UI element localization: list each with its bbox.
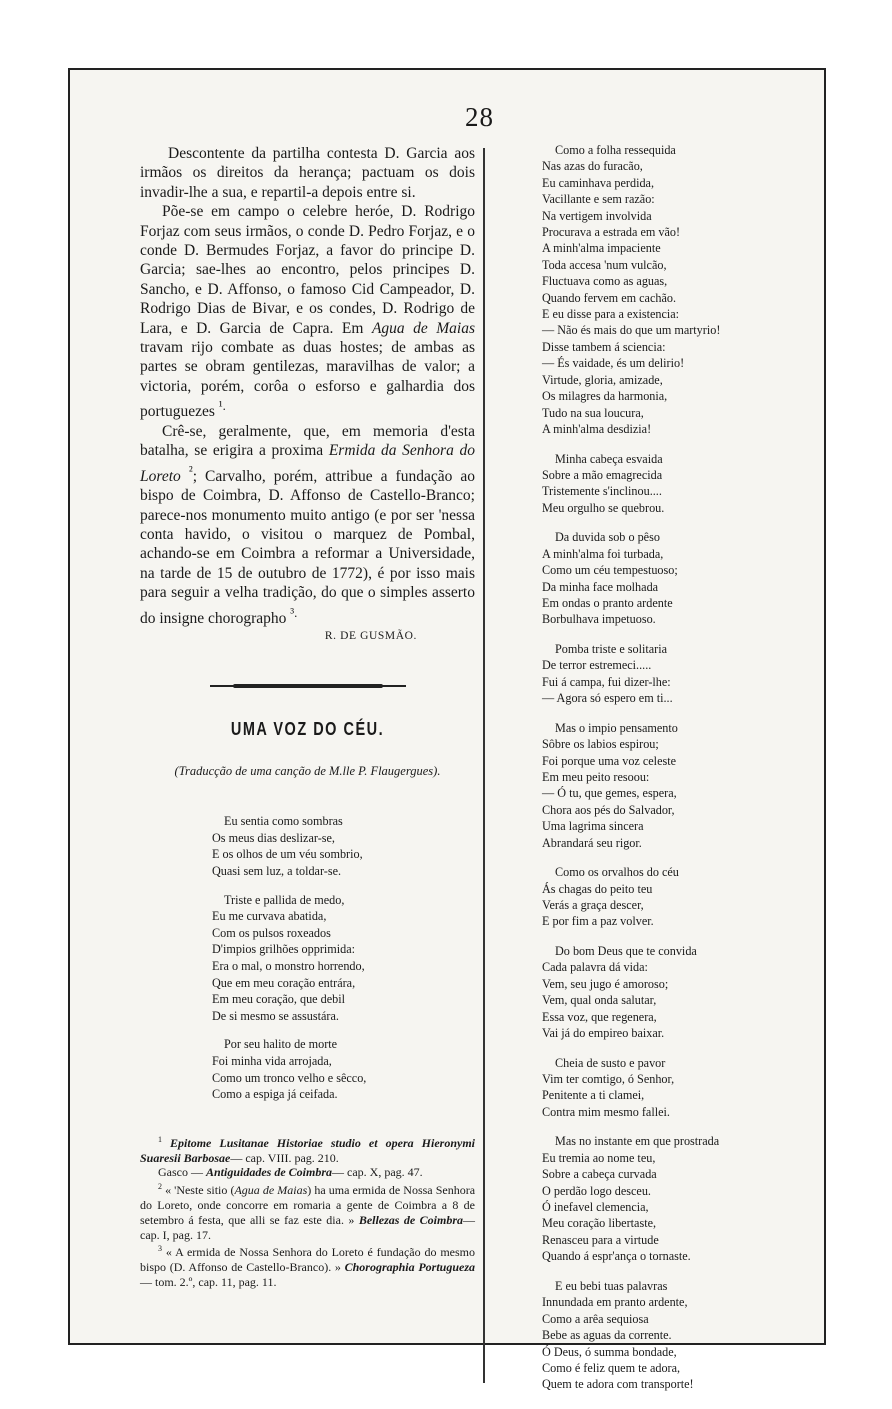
footnote-3-title: Chorographia Portugueza bbox=[344, 1260, 476, 1275]
verse-line: A minh'alma impaciente bbox=[542, 241, 661, 256]
paragraph-3-rest: ; Carvalho, porém, attribue a fundação ao bispo de Coimbra, D. Affonso de Castello-Branco; parece-nos monumento muito antigo (e por ser 'nessa conta havido, o visitou o marquez de Pombal, achando-se em Coimbra a reformar a Universidade, na tarde de 15 de outubro de 1772), é por isso mais para seguir a velha tradição, do que o simples asserto do insigne chorographo bbox=[140, 467, 476, 627]
verse-line: Penitente a ti clamei, bbox=[542, 1088, 645, 1103]
verse-line: A minh'alma foi turbada, bbox=[542, 546, 664, 561]
stanza-left-1 bbox=[212, 813, 475, 879]
verse-line: Eu caminhava perdida, bbox=[542, 175, 655, 190]
verse-line: Tristemente s'inclinou.... bbox=[542, 484, 662, 499]
verse-line: — Não és mais do que um martyrio! bbox=[542, 323, 721, 338]
footnote-2-title: Bellezas de Coimbra bbox=[358, 1212, 463, 1227]
verse-line: Innundada em pranto ardente, bbox=[542, 1295, 688, 1310]
verse-line: Por seu halito de morte bbox=[224, 1037, 338, 1052]
verse-line: Eu tremia ao nome teu, bbox=[542, 1150, 656, 1165]
footnote-2 bbox=[140, 1180, 475, 1242]
verse-line: E eu disse para a existencia: bbox=[542, 307, 680, 322]
page-number: 28 bbox=[465, 102, 494, 132]
verse-line: Quando fervem em cachão. bbox=[542, 290, 676, 305]
verse-line: Como um céu tempestuoso; bbox=[542, 563, 678, 578]
verse-line: Vacillante e sem razão: bbox=[542, 192, 655, 207]
verse-line: Renasceu para a virtude bbox=[542, 1232, 659, 1247]
verse-line: Como um tronco velho e sêcco, bbox=[212, 1070, 367, 1085]
verse-line: Como é feliz quem te adora, bbox=[542, 1360, 681, 1375]
footnote-3-ref: — tom. 2.º, cap. 11, pag. 11. bbox=[140, 1274, 277, 1289]
verse-line: Uma lagrima sincera bbox=[542, 819, 644, 834]
stanza-right-9 bbox=[542, 1133, 802, 1264]
footnote-1-mark: 1 bbox=[158, 1134, 162, 1144]
verse-line: Verás a graça descer, bbox=[542, 898, 644, 912]
verse-line: Eu me curvava abatida, bbox=[212, 909, 327, 924]
verse-line: Quando á espr'ança o tornaste. bbox=[542, 1249, 691, 1264]
verse-line: Cada palavra dá vida: bbox=[542, 960, 648, 975]
stanza-right-4 bbox=[542, 641, 802, 707]
verse-line: Vem, seu jugo é amoroso; bbox=[542, 976, 669, 991]
verse-line: Toda accesa 'num vulcão, bbox=[542, 257, 667, 272]
poem-stanzas-left bbox=[140, 813, 475, 1103]
footnote-2-place: Agua de Maias bbox=[234, 1183, 308, 1198]
verse-line: Ó inefavel clemencia, bbox=[542, 1200, 649, 1215]
verse-line: Da duvida sob o pêso bbox=[555, 530, 660, 545]
verse-line: Em meu coração, que debil bbox=[212, 992, 345, 1007]
verse-line: Sôbre os labios espirou; bbox=[542, 737, 659, 752]
stanza-left-2 bbox=[212, 892, 475, 1025]
verse-line: Como a folha ressequida bbox=[555, 143, 676, 157]
verse-line: Virtude, gloria, amizade, bbox=[542, 372, 663, 387]
stanza-right-2 bbox=[542, 451, 802, 517]
verse-line: Vim ter comtigo, ó Senhor, bbox=[542, 1072, 675, 1087]
verse-line: Como a arêa sequiosa bbox=[542, 1311, 649, 1326]
footnote-2-ref: — cap. I, pag. 17. bbox=[140, 1212, 475, 1242]
verse-line: Em meu peito resoou: bbox=[542, 769, 650, 784]
stanza-right-6 bbox=[542, 864, 802, 930]
paragraph-2-em: Em bbox=[341, 319, 364, 337]
verse-line: Tudo na sua loucura, bbox=[542, 405, 644, 420]
verse-line: Sobre a mão emagrecida bbox=[542, 467, 663, 482]
stanza-right-1 bbox=[542, 142, 802, 437]
verse-line: Borbulhava impetuoso. bbox=[542, 612, 656, 627]
verse-line: Fluctuava como as aguas, bbox=[542, 274, 668, 289]
footnote-ref-2: ² bbox=[188, 462, 193, 478]
prose-text bbox=[140, 144, 475, 628]
poem-title: UMA VOZ DO CÉU. bbox=[230, 720, 385, 741]
verse-line: E eu bebi tuas palavras bbox=[555, 1278, 668, 1293]
paragraph-3-start: Crê-se, geralmente, que, em memoria d'esta batalha, se erigira a proxima bbox=[140, 422, 475, 460]
verse-line: D'impios grilhões opprimida: bbox=[212, 942, 356, 957]
verse-line: Do bom Deus que te convida bbox=[555, 944, 697, 958]
verse-line: Era o mal, o monstro horrendo, bbox=[212, 958, 365, 973]
verse-line: Ás chagas do peito teu bbox=[542, 881, 653, 896]
stanza-left-3 bbox=[212, 1036, 475, 1102]
verse-line: — Ó tu, que gemes, espera, bbox=[542, 786, 677, 801]
verse-line: Ó Deus, ó summa bondade, bbox=[542, 1344, 677, 1359]
verse-line: Procurava a estrada em vão! bbox=[542, 225, 681, 240]
footnote-ref-3: ³. bbox=[290, 604, 298, 620]
verse-line: Sobre a cabeça curvada bbox=[542, 1167, 657, 1182]
stanza-right-3 bbox=[542, 529, 802, 627]
footnotes bbox=[140, 1133, 475, 1290]
verse-line: Os milagres da harmonia, bbox=[542, 389, 668, 404]
verse-line: Como os orvalhos do céu bbox=[555, 865, 679, 880]
verse-line: Em ondas o pranto ardente bbox=[542, 595, 673, 610]
verse-line: Quasi sem luz, a toldar-se. bbox=[212, 864, 342, 878]
footnote-1-title: Epitome Lusitanae Historiae studio et opera Hieronymi Suaresii Barbosae bbox=[140, 1135, 475, 1165]
verse-line: Que em meu coração entrára, bbox=[212, 975, 356, 990]
verse-line: Vem, qual onda salutar, bbox=[542, 993, 657, 1008]
footnote-ref-1: ¹. bbox=[218, 398, 226, 414]
verse-line: Da minha face molhada bbox=[542, 579, 659, 594]
verse-line: Os meus dias deslizar-se, bbox=[212, 830, 335, 845]
verse-line: Cheia de susto e pavor bbox=[555, 1055, 666, 1070]
stanza-right-7 bbox=[542, 943, 802, 1041]
verse-line: De si mesmo se assustára. bbox=[212, 1008, 339, 1023]
footnote-1b-author: Gasco — bbox=[158, 1165, 203, 1180]
verse-line: Mas no instante em que prostrada bbox=[555, 1134, 720, 1149]
footnote-2-text-a: « 'Neste sitio ( bbox=[165, 1183, 235, 1198]
verse-line: — Agora só espero em ti... bbox=[542, 691, 673, 706]
stanza-right-5 bbox=[542, 720, 802, 851]
paragraph-2 bbox=[140, 202, 475, 422]
verse-line: Vai já do empireo baixar. bbox=[542, 1026, 665, 1041]
poem-stanzas-right bbox=[542, 142, 802, 1393]
verse-line: Foi minha vida arrojada, bbox=[212, 1053, 332, 1068]
verse-line: Disse tambem á sciencia: bbox=[542, 339, 666, 354]
section-separator bbox=[233, 684, 383, 688]
verse-line: Eu sentia como sombras bbox=[224, 814, 343, 829]
verse-line: — És vaidade, és um delirio! bbox=[542, 356, 685, 371]
footnote-2-text-b: ) ha uma ermida de Nossa Senhora do Loreto, onde concorre em romaria a gente de Coimbra a 8 de setembro á festa, que alli se faz este dia. » bbox=[140, 1183, 476, 1227]
verse-line: E por fim a paz volver. bbox=[542, 914, 654, 929]
verse-line: O perdão logo desceu. bbox=[542, 1183, 651, 1198]
verse-line: Bebe as aguas da corrente. bbox=[542, 1328, 672, 1343]
footnote-1-ref: — cap. VIII. pag. 210. bbox=[230, 1150, 339, 1165]
verse-line: De terror estremeci..... bbox=[542, 658, 652, 673]
verse-line: Abrandará seu rigor. bbox=[542, 835, 642, 850]
stanza-right-10 bbox=[542, 1278, 802, 1393]
footnote-1b-ref: — cap. X, pag. 47. bbox=[332, 1165, 423, 1180]
verse-line: Fui á campa, fui dizer-lhe: bbox=[542, 674, 671, 689]
verse-line: Triste e pallida de medo, bbox=[224, 892, 345, 907]
verse-line: Meu coração libertaste, bbox=[542, 1216, 657, 1231]
verse-line: A minh'alma desdizia! bbox=[542, 421, 652, 436]
verse-line: Nas azas do furacão, bbox=[542, 159, 643, 174]
paragraph-2-main: Põe-se em campo o celebre heróe, D. Rodrigo Forjaz com seus irmãos, o conde D. Pedro Forjaz, e o conde D. Bermudes Forjaz, a favor do principe D. Garcia; sae-lhes ao encontro, pelos principes D. Sancho, e D. Affonso, o famoso Cid Campeador, D. Rodrigo Dias de Bivar, e os condes, D. Rodrigo de Lara, e D. Garcia de Capra. bbox=[140, 203, 475, 337]
verse-line: Mas o impio pensamento bbox=[555, 720, 678, 735]
footnote-1b-title: Antiguidades de Coimbra bbox=[206, 1165, 333, 1180]
place-name-ermida: Ermida da Senhora do Loreto bbox=[140, 442, 475, 485]
verse-line: E os olhos de um véu sombrio, bbox=[212, 847, 363, 862]
stanza-right-8 bbox=[542, 1055, 802, 1121]
column-divider bbox=[483, 148, 485, 1383]
verse-line: Chora aos pés do Salvador, bbox=[542, 802, 675, 817]
paragraph-1: Descontente da partilha contesta D. Garcia aos irmãos os direitos da herança; pactuam os dois invadir-lhe a sua, e repartil-a depois entre si. bbox=[140, 145, 475, 201]
paragraph-2-end: travam rijo combate as duas hostes; de ambas as partes se obram gentilezas, maravilhas de valor; a victoria, porém, corôa o esforso e galhardia dos portuguezes bbox=[140, 339, 475, 421]
footnote-3-mark: 3 bbox=[158, 1244, 162, 1254]
footnote-1 bbox=[140, 1133, 475, 1166]
verse-line: Pomba triste e solitaria bbox=[555, 641, 668, 656]
left-column bbox=[140, 144, 475, 1290]
verse-line: Essa voz, que regenera, bbox=[542, 1009, 657, 1024]
document-page bbox=[68, 68, 826, 1392]
poem-subtitle: (Traducção de uma canção de M.lle P. Flaugergues). bbox=[174, 764, 441, 779]
verse-line: Quem te adora com transporte! bbox=[542, 1377, 694, 1392]
verse-line: Na vertigem involvida bbox=[542, 208, 652, 223]
footnote-3-text: « A ermida de Nossa Senhora do Loreto é fundação do mesmo bispo (D. Affonso de Castello-Branco). » bbox=[140, 1245, 476, 1275]
verse-line: Com os pulsos roxeados bbox=[212, 925, 331, 940]
paragraph-3 bbox=[140, 422, 475, 628]
footnote-1b bbox=[140, 1165, 475, 1180]
footnote-3 bbox=[140, 1242, 475, 1289]
footnote-2-mark: 2 bbox=[158, 1182, 162, 1192]
verse-line: Foi porque uma voz celeste bbox=[542, 753, 677, 768]
place-name-agua-de-maias: Agua de Maias bbox=[371, 319, 475, 337]
verse-line: Minha cabeça esvaida bbox=[555, 451, 663, 466]
verse-line: Como a espiga já ceifada. bbox=[212, 1087, 338, 1102]
verse-line: Contra mim mesmo fallei. bbox=[542, 1104, 670, 1119]
verse-line: Meu orgulho se quebrou. bbox=[542, 500, 665, 515]
author-signature: R. DE GUSMÃO. bbox=[324, 630, 417, 643]
